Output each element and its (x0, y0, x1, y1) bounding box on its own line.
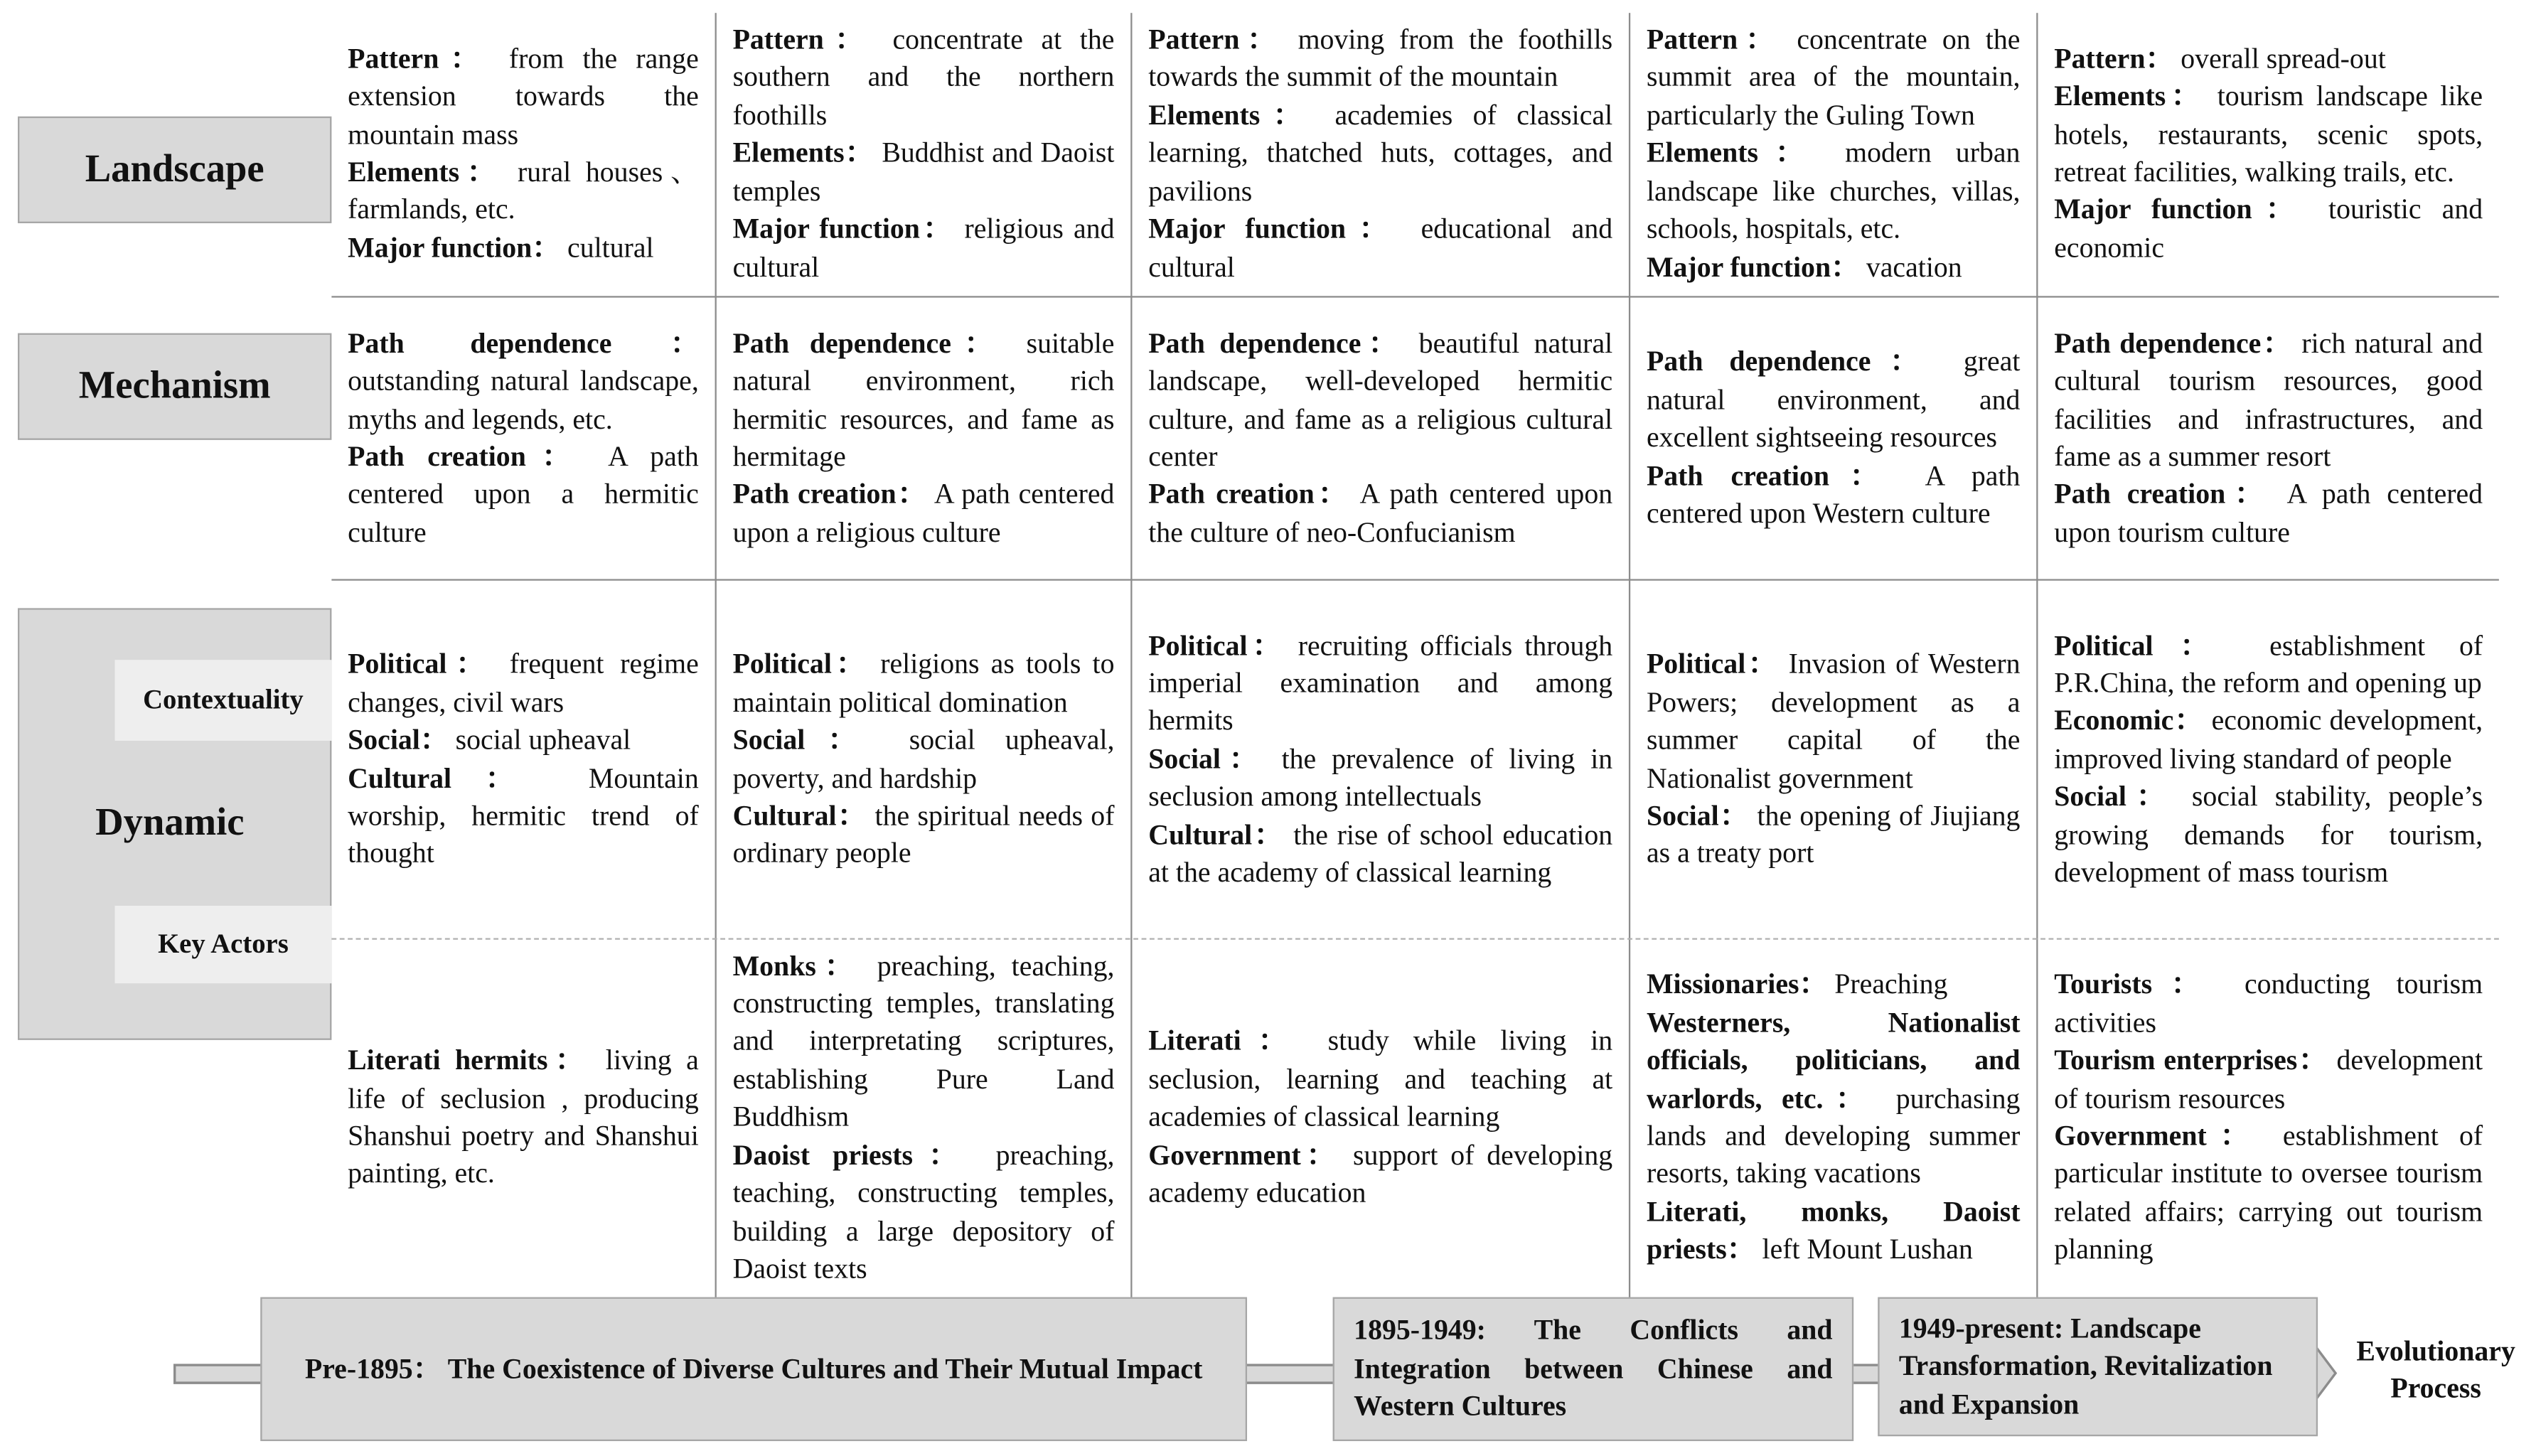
entry-label: Westerners, Nationalist officials, politicians, and warlords, etc.： (1646, 1005, 2021, 1114)
entry-label: Literati, monks, Daoist priests： (1646, 1194, 2021, 1265)
entry-label: Major function： (1646, 250, 1859, 283)
entry-text: cultural (560, 230, 654, 264)
entry-text: establishment of P.R.China, the reform and opening up (2054, 628, 2483, 699)
entry-text: A path centered upon a hermitic culture (348, 439, 699, 548)
entry-label: Elements： (732, 136, 874, 169)
entry-text: social upheaval, poverty, and hardship (732, 723, 1115, 793)
entry-text: educational and cultural (1148, 212, 1613, 283)
entry-text: beautiful natural landscape, well-developed hermitic culture, and fame as a religious cultural center (1148, 326, 1613, 473)
entry-text: great natural environment, and excellent sightseeing resources (1646, 345, 2021, 454)
entry-label: Government： (2054, 1119, 2262, 1152)
entry-text: frequent regime changes, civil wars (348, 647, 699, 718)
entry-label: Political： (2054, 628, 2236, 661)
entry-text: A path centered upon tourism culture (2054, 478, 2483, 548)
entry-label: Path creation： (1148, 478, 1351, 510)
entry-label: Path creation： (1646, 459, 1899, 491)
entry-label: Political： (732, 647, 870, 680)
subrow-label-key-actors: Key Actors (158, 928, 289, 960)
entry-label: Social： (732, 723, 879, 756)
entry-text: concentrate at the southern and the northern foothills (732, 23, 1115, 132)
entry-label: Elements： (1646, 136, 1821, 169)
entry-text: Buddhist and Daoist temples (732, 136, 1115, 207)
entry-text: recruiting officials through imperial examination and among hermits (1148, 628, 1613, 737)
entry-text: touristic and economic (2054, 193, 2483, 264)
entry-label: Path dependence： (732, 326, 1007, 359)
entry-text: living a life of seclusion , producing Shanshui poetry and Shanshui painting, etc. (348, 1043, 699, 1190)
entry-label: Social： (1148, 742, 1266, 775)
entry-label: Political： (1148, 628, 1286, 661)
entry-label: Major function： (732, 212, 955, 245)
entry-label: Path dependence： (2054, 326, 2294, 359)
entry-text: establishment of particular institute to oversee tourism related affairs; carrying out tourism planning (2054, 1119, 2483, 1265)
entry-text: development of tourism resources (2054, 1043, 2483, 1114)
period-label: Pre-1895： The Coexistence of Diverse Cultures and Their Mutual Impact (304, 1351, 1203, 1384)
entry-text: preaching, teaching, constructing temples, translating and interpretating scriptures, establishing Pure Land Buddhism (732, 948, 1115, 1133)
entry-text: support of developing academy education (1148, 1138, 1613, 1209)
entry-text: conducting tourism activities (2054, 968, 2483, 1039)
entry-label: Literati hermits： (348, 1043, 592, 1076)
entry-label: Path creation： (2054, 478, 2272, 510)
entry-label: Economic： (2054, 704, 2204, 737)
entry-text: rich natural and cultural tourism resources, good facilities and infrastructures, and fame as a summer resort (2054, 326, 2483, 473)
entry-label: Major function： (1148, 212, 1401, 245)
entry-text: social stability, people’s growing demands for tourism, development of mass tourism (2054, 780, 2483, 889)
entry-label: Monks： (732, 948, 862, 982)
entry-label: Elements： (2054, 79, 2205, 112)
evolutionary-process-label: Evolutionary Process (2356, 1334, 2515, 1405)
entry-text: preaching, teaching, constructing temples, building a large depository of Daoist texts (732, 1138, 1115, 1285)
entry-text: tourism landscape like hotels, restaurants, scenic spots, retreat facilities, walking trails, etc. (2054, 79, 2483, 188)
entry-label: Literati： (1148, 1024, 1304, 1057)
entry-label: Political： (1646, 647, 1780, 680)
entry-text: the prevalence of living in seclusion among intellectuals (1148, 742, 1613, 813)
entry-label: Social： (348, 723, 449, 756)
period-label: 1895-1949: The Conflicts and Integration between Chinese and Western Cultures (1354, 1314, 1833, 1423)
entry-label: Major function： (2054, 193, 2308, 226)
entry-text: left Mount Lushan (1755, 1233, 1973, 1265)
entry-label: Missionaries： (1646, 968, 1828, 1000)
entry-text: the rise of school education at the academy of classical learning (1148, 818, 1613, 889)
entry-label: Path dependence： (1646, 345, 1938, 378)
entry-text: the opening of Jiujiang as a treaty port (1646, 798, 2021, 869)
entry-text: vacation (1858, 250, 1962, 283)
entry-text: the spiritual needs of ordinary people (732, 798, 1115, 869)
entry-text: study while living in seclusion, learning and teaching at academies of classical learning (1148, 1024, 1613, 1133)
entry-label: Pattern： (348, 41, 491, 75)
entry-label: Pattern： (1646, 23, 1782, 55)
entry-label: Pattern： (2054, 41, 2174, 75)
entry-label: Social： (2054, 780, 2175, 813)
entry-text: economic development, improved living standard of people (2054, 704, 2483, 775)
entry-label: Government： (1148, 1138, 1341, 1171)
entry-label: Daoist priests： (732, 1138, 973, 1171)
entry-text: purchasing lands and developing summer resorts, taking vacations (1646, 1081, 2021, 1190)
entry-text: A path centered upon a religious culture (732, 478, 1115, 548)
row-label-mechanism: Mechanism (78, 365, 271, 407)
period-label: 1949-present: Landscape Transformation, Revitalization and Expansion (1898, 1311, 2273, 1420)
subrow-label-contextuality: Contextuality (143, 684, 304, 715)
entry-text: concentrate on the summit area of the mountain, particularly the Guling Town (1646, 23, 2021, 132)
entry-label: Cultural： (732, 798, 867, 832)
entry-label: Major function： (348, 230, 561, 264)
period-box-1949-present (1878, 1297, 2318, 1437)
entry-text: from the range extension towards the mountain mass (348, 41, 699, 150)
entry-text: Preaching (1827, 968, 1948, 1000)
entry-text: overall spread-out (2173, 41, 2386, 75)
entry-label: Path creation： (348, 439, 587, 473)
entry-label: Path creation： (732, 478, 928, 510)
entry-text: moving from the foothills towards the summit of the mountain (1148, 23, 1613, 93)
entry-label: Political： (348, 647, 493, 680)
entry-text: A path centered upon Western culture (1646, 459, 2021, 530)
entry-label: Pattern： (732, 23, 874, 55)
entry-label: Social： (1646, 798, 1750, 832)
entry-text: religions as tools to maintain political domination (732, 647, 1115, 718)
entry-label: Elements： (348, 155, 503, 188)
entry-label: Path dependence： (1148, 326, 1405, 359)
entry-text: Invasion of Western Powers; development as a summer capital of the Nationalist government (1646, 647, 2021, 793)
entry-label: Cultural： (1148, 818, 1285, 850)
entry-text: religious and cultural (732, 212, 1115, 283)
entry-text: suitable natural environment, rich hermitic resources, and fame as hermitage (732, 326, 1115, 473)
entry-text: outstanding natural landscape, myths and legends, etc. (348, 364, 699, 435)
entry-text: A path centered upon the culture of neo-Confucianism (1148, 478, 1613, 548)
period-box-1895-1949 (1333, 1297, 1854, 1441)
entry-label: Tourists： (2054, 968, 2219, 1000)
entry-label: Tourism enterprises： (2054, 1043, 2328, 1076)
entry-text: rural houses、farmlands, etc. (348, 155, 699, 226)
entry-text: academies of classical learning, thatched huts, cottages, and pavilions (1148, 98, 1613, 207)
entry-text: Mountain worship, hermitic trend of thought (348, 761, 699, 869)
entry-label: Cultural： (348, 761, 548, 793)
entry-text: social upheaval (448, 723, 631, 756)
entry-label: Path dependence： (348, 326, 699, 359)
entry-text: modern urban landscape like churches, villas, schools, hospitals, etc. (1646, 136, 2021, 245)
row-label-dynamic: Dynamic (95, 802, 245, 845)
period-box-pre-1895 (260, 1297, 1247, 1441)
entry-label: Pattern： (1148, 23, 1283, 55)
row-label-landscape: Landscape (85, 148, 264, 191)
entry-label: Elements： (1148, 98, 1315, 132)
